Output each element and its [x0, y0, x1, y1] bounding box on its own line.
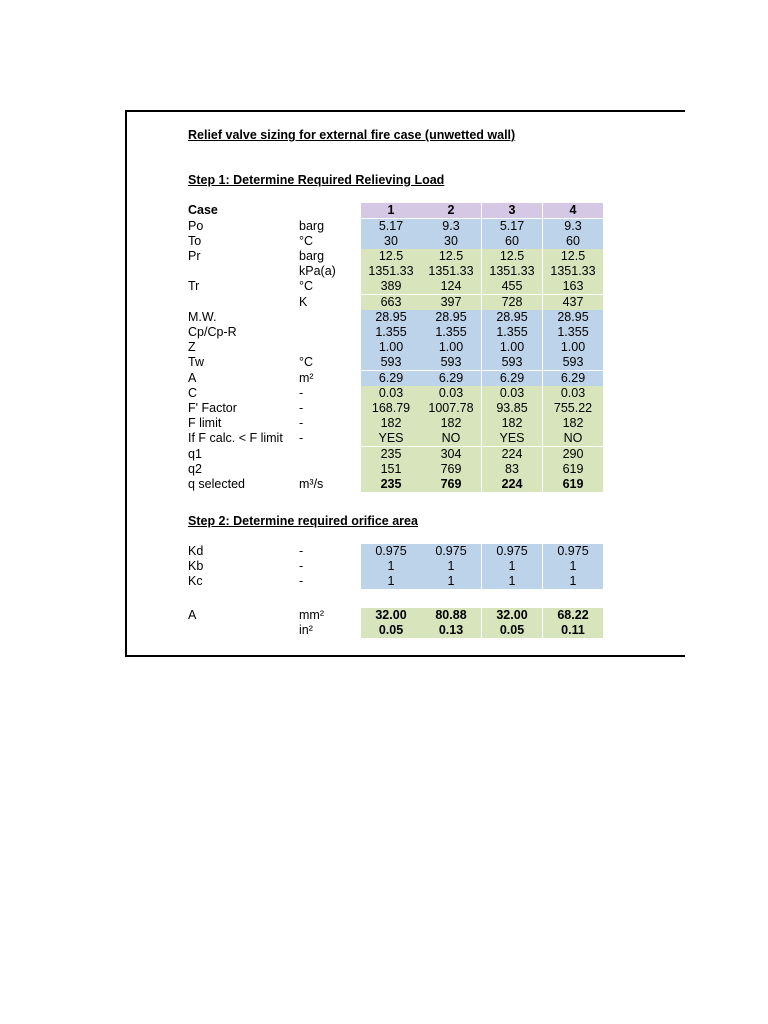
table-cell: 6.29	[482, 371, 542, 386]
row-unit: m²	[299, 370, 314, 385]
table-cell: 437	[543, 295, 603, 310]
row-label: F limit	[188, 416, 222, 431]
row-label: q selected	[188, 476, 245, 491]
case-header-2: 2	[421, 203, 481, 218]
table-cell: YES	[482, 431, 542, 446]
row-label: A	[188, 607, 197, 622]
row-label: Po	[188, 218, 204, 233]
row-label: Pr	[188, 248, 201, 263]
table-cell: 93.85	[482, 401, 542, 416]
row-unit: °C	[299, 355, 314, 370]
row-unit: m³/s	[299, 476, 324, 491]
table-cell: 224	[482, 477, 542, 492]
row-label: F' Factor	[188, 400, 237, 415]
case-header-3: 3	[482, 203, 542, 218]
table-cell: 663	[361, 295, 421, 310]
table-cell: 235	[361, 447, 421, 462]
table-cell: NO	[543, 431, 603, 446]
case-header-4: 4	[543, 203, 603, 218]
case-label: Case	[188, 203, 218, 217]
table-cell: 1	[482, 574, 542, 589]
table-cell: 30	[361, 234, 421, 249]
table-cell: 0.975	[361, 544, 421, 559]
table-cell: 1	[543, 559, 603, 574]
table-cell: 593	[421, 355, 481, 370]
table-cell: 151	[361, 462, 421, 477]
table-cell: 1.00	[421, 340, 481, 355]
row-label: Tw	[188, 355, 204, 370]
table-cell: 1	[361, 574, 421, 589]
row-unit: in²	[299, 622, 313, 637]
table-cell: 593	[482, 355, 542, 370]
table-cell: 1351.33	[361, 264, 421, 279]
table-cell: 0.03	[361, 386, 421, 401]
table-cell: 619	[543, 477, 603, 492]
table-cell: 1007.78	[421, 401, 481, 416]
table-cell: 6.29	[421, 371, 481, 386]
row-label: A	[188, 370, 197, 385]
row-unit: K	[299, 294, 308, 309]
table-cell: 9.3	[543, 219, 603, 234]
table-cell: 0.975	[543, 544, 603, 559]
row-unit: -	[299, 543, 304, 558]
table-cell: 455	[482, 279, 542, 294]
row-unit: -	[299, 573, 304, 588]
row-label: Kc	[188, 573, 203, 588]
table-cell: 32.00	[482, 608, 542, 623]
table-cell: 304	[421, 447, 481, 462]
table-cell: 235	[361, 477, 421, 492]
row-label: q2	[188, 461, 202, 476]
table-cell: YES	[361, 431, 421, 446]
table-cell: 182	[361, 416, 421, 431]
table-cell: 28.95	[482, 310, 542, 325]
table-cell: 1.00	[543, 340, 603, 355]
row-unit: °C	[299, 233, 314, 248]
row-unit: -	[299, 431, 304, 446]
case-header-1: 1	[361, 203, 421, 218]
table-cell: 28.95	[421, 310, 481, 325]
row-label: If F calc. < F limit	[188, 431, 283, 446]
table-cell: 389	[361, 279, 421, 294]
row-label: Cp/Cp-R	[188, 324, 237, 339]
row-label: Kb	[188, 558, 204, 573]
row-unit: °C	[299, 279, 314, 294]
table-cell: 68.22	[543, 608, 603, 623]
row-label: C	[188, 385, 198, 400]
table-cell: 769	[421, 477, 481, 492]
row-unit: -	[299, 400, 304, 415]
table-cell: 619	[543, 462, 603, 477]
row-unit: -	[299, 416, 304, 431]
table-cell: 12.5	[421, 249, 481, 264]
table-cell: 0.03	[421, 386, 481, 401]
table-cell: NO	[421, 431, 481, 446]
table-cell: 182	[421, 416, 481, 431]
table-cell: 593	[361, 355, 421, 370]
table-cell: 0.05	[482, 623, 542, 638]
row-label: q1	[188, 446, 202, 461]
table-cell: 60	[482, 234, 542, 249]
table-cell: 80.88	[421, 608, 481, 623]
table-cell: 397	[421, 295, 481, 310]
table-cell: 0.11	[543, 623, 603, 638]
table-cell: 1.355	[482, 325, 542, 340]
table-cell: 5.17	[361, 219, 421, 234]
table-cell: 0.03	[543, 386, 603, 401]
table-cell: 0.975	[482, 544, 542, 559]
row-label: M.W.	[188, 309, 217, 324]
row-label: Z	[188, 340, 196, 355]
table-cell: 0.13	[421, 623, 481, 638]
table-cell: 5.17	[482, 219, 542, 234]
table-cell: 1	[482, 559, 542, 574]
row-unit: barg	[299, 248, 325, 263]
table-cell: 182	[543, 416, 603, 431]
table-cell: 769	[421, 462, 481, 477]
row-unit: mm²	[299, 607, 324, 622]
table-cell: 1351.33	[543, 264, 603, 279]
table-cell: 83	[482, 462, 542, 477]
table-cell: 593	[543, 355, 603, 370]
table-cell: 1.00	[482, 340, 542, 355]
table-cell: 0.975	[421, 544, 481, 559]
table-cell: 6.29	[361, 371, 421, 386]
row-unit: -	[299, 385, 304, 400]
row-unit: -	[299, 558, 304, 573]
table-cell: 1.355	[421, 325, 481, 340]
table-cell: 9.3	[421, 219, 481, 234]
table-cell: 12.5	[543, 249, 603, 264]
table-cell: 1	[361, 559, 421, 574]
table-cell: 182	[482, 416, 542, 431]
table-cell: 60	[543, 234, 603, 249]
table-cell: 1351.33	[421, 264, 481, 279]
table-cell: 1	[421, 559, 481, 574]
step1-title: Step 1: Determine Required Relieving Load	[188, 173, 445, 187]
step2-title: Step 2: Determine required orifice area	[188, 514, 418, 528]
table-cell: 0.03	[482, 386, 542, 401]
row-label: Kd	[188, 543, 204, 558]
table-cell: 1.00	[361, 340, 421, 355]
row-label: To	[188, 233, 202, 248]
table-cell: 1.355	[361, 325, 421, 340]
table-cell: 28.95	[361, 310, 421, 325]
row-unit: barg	[299, 218, 325, 233]
table-cell: 124	[421, 279, 481, 294]
table-cell: 1	[421, 574, 481, 589]
table-cell: 1.355	[543, 325, 603, 340]
table-cell: 32.00	[361, 608, 421, 623]
table-cell: 290	[543, 447, 603, 462]
table-cell: 1351.33	[482, 264, 542, 279]
table-cell: 1	[543, 574, 603, 589]
table-cell: 224	[482, 447, 542, 462]
table-cell: 728	[482, 295, 542, 310]
table-cell: 755.22	[543, 401, 603, 416]
document-title: Relief valve sizing for external fire case (unwetted wall)	[188, 128, 516, 142]
row-label: Tr	[188, 279, 200, 294]
table-cell: 12.5	[482, 249, 542, 264]
table-cell: 30	[421, 234, 481, 249]
table-cell: 28.95	[543, 310, 603, 325]
table-cell: 168.79	[361, 401, 421, 416]
table-cell: 12.5	[361, 249, 421, 264]
row-unit: kPa(a)	[299, 264, 336, 279]
table-cell: 6.29	[543, 371, 603, 386]
table-cell: 0.05	[361, 623, 421, 638]
table-cell: 163	[543, 279, 603, 294]
